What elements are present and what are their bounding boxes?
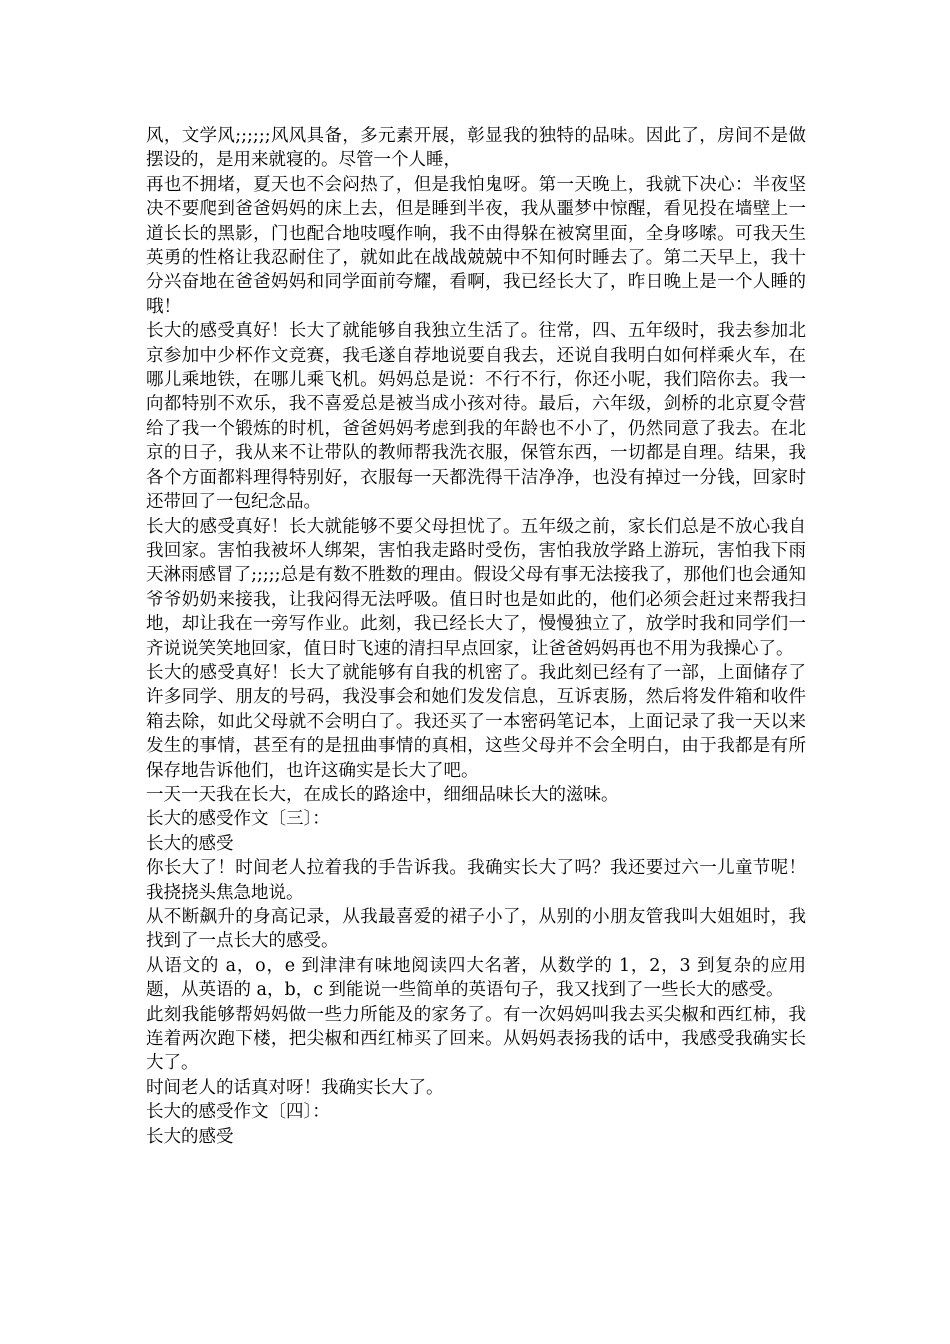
section-heading: 长大的感受作文〔三〕： (146, 809, 330, 830)
paragraph: 时间老人的话真对呀！我确实长大了。 (146, 1077, 444, 1098)
section-heading: 长大的感受作文〔四〕： (146, 1102, 330, 1123)
essay-title: 长大的感受 (146, 833, 234, 854)
paragraph: 你长大了！时间老人拉着我的手告诉我。我确实长大了吗？我还要过六一儿童节呢！我挠挠头焦急地说。 (146, 858, 806, 903)
paragraph: 风，文学风;;;;;;风风具备，多元素开展，彰显我的独特的品味。因此了，房间不是做摆设的，是用来就寝的。尽管一个人睡， (146, 126, 806, 171)
essay-title: 长大的感受 (146, 1126, 234, 1147)
paragraph: 长大的感受真好！长大了就能够有自我的机密了。我此刻已经有了一部，上面储存了许多同学、朋友的号码，我没事会和她们发发信息，互诉衷肠，然后将发件箱和收件箱去除，如此父母就不会明白了。我还买了一本密码笔记本，上面记录了我一天以来发生的事情，甚至有的是扭曲事情的真相，这些父母并不会全明白，由于我都是有所保存地告诉他们，也许这确实是长大了吧。 (146, 662, 806, 781)
paragraph: 从不断飙升的身高记录，从我最喜爱的裙子小了，从别的小朋友管我叫大姐姐时，我找到了一点长大的感受。 (146, 907, 806, 952)
paragraph: 此刻我能够帮妈妈做一些力所能及的家务了。有一次妈妈叫我去买尖椒和西红柿，我连着两次跑下楼，把尖椒和西红柿买了回来。从妈妈表扬我的话中，我感受我确实长大了。 (146, 1004, 806, 1074)
paragraph: 长大的感受真好！长大就能够不要父母担忧了。五年级之前，家长们总是不放心我自我回家。害怕我被坏人绑架，害怕我走路时受伤，害怕我放学路上游玩，害怕我下雨天淋雨感冒了;;;;;总是有数不胜数的理由。假设父母有事无法接我了，那他们也会通知爷爷奶奶来接我，让我闷得无法呼吸。值日时也是如此的，他们必须会赶过来帮我扫地，却让我在一旁写作业。此刻，我已经长大了，慢慢独立了，放学时我和同学们一齐说说笑笑地回家，值日时飞速的清扫早点回家，让爸爸妈妈再也不用为我操心了。 (146, 516, 806, 659)
paragraph: 一天一天我在长大，在成长的路途中，细细品味长大的滋味。 (146, 784, 619, 805)
document-body (146, 124, 806, 1149)
paragraph: 长大的感受真好！长大了就能够自我独立生活了。往常，四、五年级时，我去参加北京参加中少杯作文竞赛，我毛遂自荐地说要自我去，还说自我明白如何样乘火车，在哪儿乘地铁，在哪儿乘飞机。妈妈总是说：不行不行，你还小呢，我们陪你去。我一向都特别不欢乐，我不喜爱总是被当成小孩对待。最后，六年级，剑桥的北京夏令营给了我一个锻炼的时机，爸爸妈妈考虑到我的年龄也不小了，仍然同意了我去。在北京的日子，我从来不让带队的教师帮我洗衣服，保管东西，一切都是自理。结果，我各个方面都料理得特别好，衣服每一天都洗得干洁净净，也没有掉过一分钱，回家时还带回了一包纪念品。 (146, 321, 806, 513)
paragraph: 从语文的 a，o，e 到津津有味地阅读四大名著，从数学的 1，2，3 到复杂的应用题，从英语的 a，b，c 到能说一些简单的英语句子，我又找到了一些长大的感受。 (146, 955, 806, 1001)
paragraph: 再也不拥堵，夏天也不会闷热了，但是我怕鬼呀。第一天晚上，我就下决心：半夜坚决不要爬到爸爸妈妈的床上去，但是睡到半夜，我从噩梦中惊醒，看见投在墙壁上一道长长的黑影，门也配合地吱嘎作响，我不由得躲在被窝里面，全身哆嗦。可我天生英勇的性格让我忍耐住了，就如此在战战兢兢中不知何时睡去了。第二天早上，我十分兴奋地在爸爸妈妈和同学面前夸耀，看啊，我已经长大了，昨日晚上是一个人睡的哦！ (146, 174, 806, 317)
